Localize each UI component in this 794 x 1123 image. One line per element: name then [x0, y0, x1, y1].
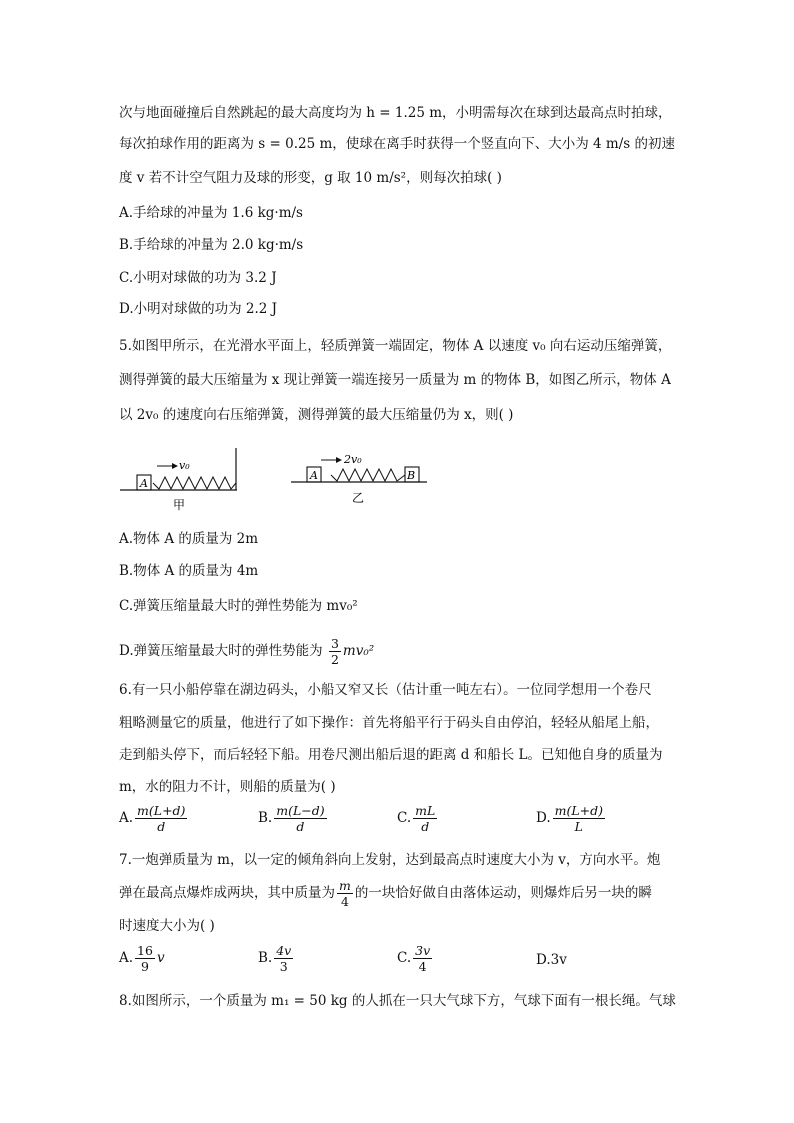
q5-option-d-text: D.弹簧压缩量最大时的弹性势能为 — [119, 643, 323, 659]
frac-den: 3 — [279, 959, 288, 974]
frac-den: d — [421, 819, 430, 834]
q5-option-a: A.物体 A 的质量为 2m — [119, 531, 259, 547]
frac-den: d — [296, 819, 305, 834]
v0-label: v₀ — [179, 459, 190, 472]
2v0-label: 2v₀ — [344, 453, 362, 466]
frac-den: d — [157, 819, 166, 834]
q6-line-4: m，水的阻力不计，则船的质量为( ) — [119, 779, 336, 795]
frac-den: 4 — [340, 894, 349, 909]
frac-num: 16 — [137, 943, 153, 958]
q5-line-2: 测得弹簧的最大压缩量为 x 现让弹簧一端连接另一质量为 m 的物体 B，如图乙所示，物体 A — [119, 372, 671, 388]
frac-num: 4v — [276, 943, 292, 958]
q4-line-1: 次与地面碰撞后自然跳起的最大高度均为 h = 1.25 m，小明需每次在球到达最高点时拍球， — [119, 105, 672, 121]
fig-label-jia: 甲 — [173, 498, 186, 512]
q7-line-1: 7.一炮弹质量为 m，以一定的倾角斜向上发射，达到最高点时速度大小为 v，方向水平。炮 — [119, 852, 661, 868]
block-b-label: B — [407, 469, 416, 482]
option-tail: 3v — [550, 952, 567, 968]
option-fraction — [135, 803, 187, 834]
q7-option-c — [397, 943, 434, 974]
q5-option-c: C.弹簧压缩量最大时的弹性势能为 mv₀² — [119, 598, 358, 614]
q5-option-d-fraction — [329, 636, 341, 667]
q7-line-2-fraction — [337, 878, 353, 909]
q6-option-c — [397, 803, 439, 834]
frac-den: 2 — [330, 652, 339, 667]
figure-jia — [120, 448, 237, 512]
figure-yi — [291, 453, 427, 505]
frac-den: 4 — [418, 959, 427, 974]
fig-label-yi: 乙 — [352, 491, 365, 505]
option-label: C. — [397, 950, 412, 966]
q5-line-3: 以 2v₀ 的速度向右压缩弹簧，测得弹簧的最大压缩量仍为 x，则( ) — [119, 407, 514, 423]
q6-option-d — [536, 803, 607, 834]
q6-line-2: 粗略测量它的质量，他进行了如下操作：首先将船平行于码头自由停泊，轻轻从船尾上船， — [119, 715, 659, 731]
option-label: D. — [536, 952, 551, 968]
frac-num: mL — [415, 803, 436, 818]
q8-line-1: 8.如图所示，一个质量为 m₁ = 50 kg 的人抓在一只大气球下方，气球下面有一根长绳。气球 — [119, 993, 676, 1009]
block-a-label-2: A — [310, 469, 318, 482]
option-tail: v — [156, 950, 165, 966]
block-a-label: A — [140, 477, 148, 490]
option-fraction — [413, 943, 432, 974]
frac-den: L — [574, 819, 583, 834]
q4-option-d: D.小明对球做的功为 2.2 J — [119, 301, 278, 317]
q6-line-1: 6.有一只小船停靠在湖边码头，小船又窄又长（估计重一吨左右）。一位同学想用一个卷尺 — [119, 682, 652, 698]
option-fraction — [274, 803, 326, 834]
q4-option-a: A.手给球的冲量为 1.6 kg·m/s — [119, 205, 303, 221]
frac-num: m(L−d) — [276, 803, 325, 818]
q6-option-a — [119, 803, 189, 834]
q6-line-3: 走到船头停下，而后轻轻下船。用卷尺测出船后退的距离 d 和船长 L。已知他自身的质量为 — [119, 747, 663, 763]
q7-option-d — [536, 950, 567, 970]
option-fraction — [135, 943, 155, 974]
frac-num: m — [339, 878, 351, 893]
q5-option-d-tail: mv₀² — [342, 643, 375, 659]
option-fraction — [274, 943, 293, 974]
frac-den: 9 — [141, 959, 149, 974]
option-fraction — [553, 803, 605, 834]
q7-line-2-pre: 弹在最高点爆炸成两块，其中质量为 — [119, 885, 335, 901]
frac-num: m(L+d) — [137, 803, 186, 818]
q5-option-d — [119, 636, 374, 667]
q4-option-c: C.小明对球做的功为 3.2 J — [119, 270, 277, 286]
frac-num: m(L+d) — [554, 803, 604, 818]
frac-num: 3v — [415, 943, 431, 958]
q5-line-1: 5.如图甲所示，在光滑水平面上，轻质弹簧一端固定，物体 A 以速度 v₀ 向右运动压缩弹簧， — [119, 338, 672, 354]
option-label: B. — [258, 810, 273, 826]
q7-option-b — [258, 943, 295, 974]
option-label: A. — [119, 950, 134, 966]
q7-line-2-post: 的一块恰好做自由落体运动，则爆炸后另一块的瞬 — [354, 885, 652, 901]
option-label: A. — [119, 810, 134, 826]
q4-option-b: B.手给球的冲量为 2.0 kg·m/s — [119, 237, 304, 253]
frac-num: 3 — [330, 636, 339, 651]
option-label: D. — [536, 810, 551, 826]
q6-option-b — [258, 803, 329, 834]
q5-option-b: B.物体 A 的质量为 4m — [119, 563, 259, 579]
option-label: C. — [397, 810, 412, 826]
q5-figure — [115, 440, 445, 512]
option-fraction — [413, 803, 437, 834]
q7-line-2 — [119, 878, 652, 909]
option-label: B. — [258, 950, 273, 966]
q4-line-2: 每次拍球作用的距离为 s = 0.25 m，使球在离手时获得一个竖直向下、大小为 4 m/s 的初速 — [119, 136, 676, 152]
q4-line-3: 度 v 若不计空气阻力及球的形变，g 取 10 m/s²，则每次拍球( ) — [119, 170, 502, 186]
q7-option-a — [119, 943, 165, 974]
q7-line-3: 时速度大小为( ) — [119, 918, 215, 934]
